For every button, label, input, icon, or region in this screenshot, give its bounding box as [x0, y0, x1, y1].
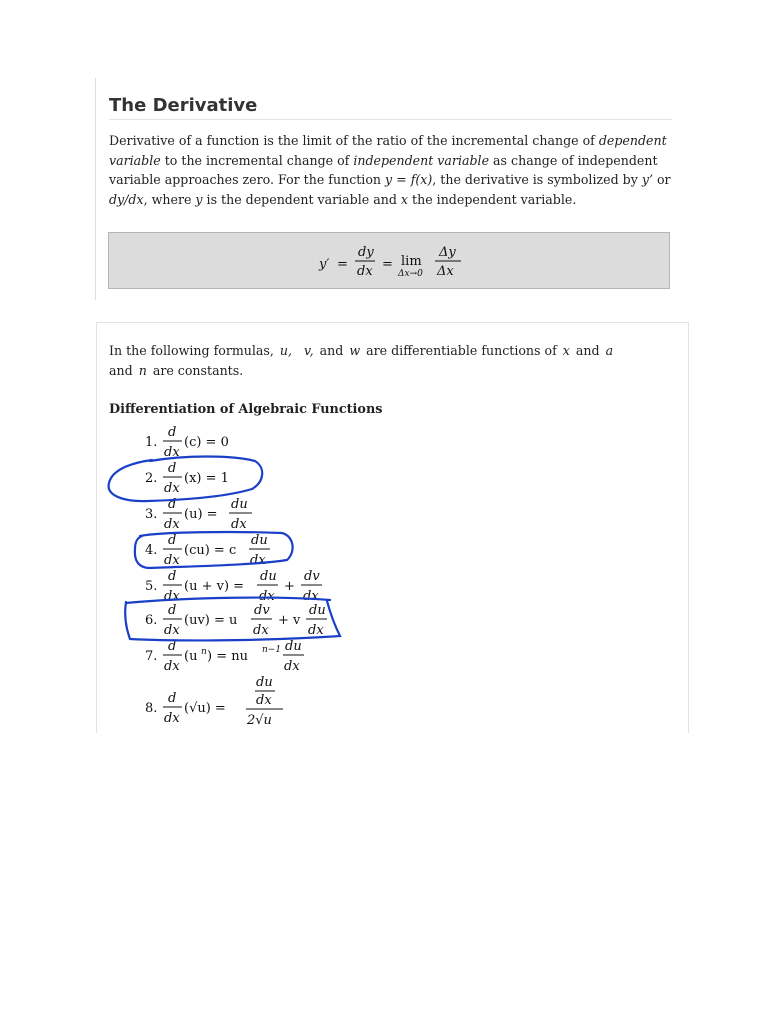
formula-5-r2num: dv — [304, 569, 320, 584]
formula-2-d: d — [168, 461, 177, 476]
formula-7-sup2: n−1 — [262, 645, 282, 655]
formula-1-dx: dx — [164, 445, 180, 460]
formula-4-rden: dx — [250, 553, 266, 568]
formula-4-rnum: du — [251, 533, 268, 548]
formula-4 — [145, 533, 270, 568]
formula-1-d: d — [168, 425, 177, 440]
formula-7-d: d — [168, 639, 177, 654]
def-frac1-den: dx — [357, 264, 373, 279]
formula-8-d: d — [168, 691, 177, 706]
formula-7-body2: ) = nu — [207, 649, 248, 664]
formula-6 — [145, 603, 327, 638]
formula-6-d: d — [168, 603, 177, 618]
formula-1-body: (c) = 0 — [184, 435, 229, 450]
formula-4-d: d — [168, 533, 177, 548]
formula-5-r2den: dx — [303, 589, 319, 604]
formula-1-number: 1. — [145, 435, 158, 450]
formulas-note: In the following formulas, u, v, and w are differentiable functions of x and a and n are constants. — [109, 343, 614, 378]
formula-5-dx: dx — [164, 589, 180, 604]
formula-7-dx: dx — [164, 659, 180, 674]
formula-5-rnum: du — [260, 569, 277, 584]
subheading: Differentiation of Algebraic Functions — [109, 402, 383, 417]
formula-6-r2den: dx — [308, 623, 324, 638]
intro-paragraph: Derivative of a function is the limit of the ratio of the incremental change of dependent variable to the incremental change of independent variable as change of independent variable approaches zero. For the function y = f(x), the derivative is symbolized by y’ or dy/dx, where y is the dependent variable and x the independent variable. — [109, 133, 671, 207]
formula-8 — [145, 675, 283, 728]
formula-8-rnum-top: du — [256, 675, 273, 690]
formula-2-body: (x) = 1 — [184, 471, 229, 486]
formula-7-sup: n — [201, 647, 207, 657]
formula-7-rden: dx — [284, 659, 300, 674]
formula-3-d: d — [168, 497, 177, 512]
formula-8-body: (√u) = — [184, 701, 226, 716]
formula-4-number: 4. — [145, 543, 158, 558]
formula-6-number: 6. — [145, 613, 158, 628]
def-lim: lim — [401, 254, 422, 269]
formula-3-rden: dx — [231, 517, 247, 532]
formula-3-rnum: du — [231, 497, 248, 512]
formula-2-number: 2. — [145, 471, 158, 486]
formula-4-body: (cu) = c — [184, 543, 237, 558]
formula-5-number: 5. — [145, 579, 158, 594]
formula-8-number: 8. — [145, 701, 158, 716]
def-lhs: y′ — [319, 257, 330, 272]
formula-6-plus: + v — [278, 613, 301, 628]
formula-3-dx: dx — [164, 517, 180, 532]
def-frac2-den: Δx — [437, 264, 454, 279]
formula-7-number: 7. — [145, 649, 158, 664]
formula-2 — [145, 461, 229, 496]
formula-3 — [145, 497, 252, 532]
def-frac1-num: dy — [358, 245, 374, 260]
def-lim-sub: Δx→0 — [398, 269, 423, 279]
formula-8-rden: 2√u — [247, 713, 272, 728]
formula-6-rnum: dv — [254, 603, 270, 618]
formula-5-rden: dx — [259, 589, 275, 604]
formula-3-number: 3. — [145, 507, 158, 522]
formula-1 — [145, 425, 229, 460]
formula-5-d: d — [168, 569, 177, 584]
formula-7-rnum: du — [285, 639, 302, 654]
def-eq-2: = — [382, 257, 393, 272]
formula-6-body: (uv) = u — [184, 613, 238, 628]
formula-7 — [145, 639, 304, 674]
formula-6-r2num: du — [309, 603, 326, 618]
def-frac2-num: Δy — [439, 245, 456, 260]
formula-8-dx: dx — [164, 711, 180, 726]
formula-6-rden: dx — [253, 623, 269, 638]
section-title: The Derivative — [109, 95, 672, 120]
formula-6-dx: dx — [164, 623, 180, 638]
formula-5 — [145, 569, 322, 604]
formula-2-dx: dx — [164, 481, 180, 496]
formula-7-body: (u — [184, 649, 198, 664]
formula-5-body: (u + v) = — [184, 579, 245, 594]
formula-4-dx: dx — [164, 553, 180, 568]
def-eq-1: = — [337, 257, 348, 272]
formula-8-rnum-bot: dx — [256, 693, 272, 708]
formula-5-plus: + — [284, 579, 295, 594]
formula-3-body: (u) = — [184, 507, 218, 522]
